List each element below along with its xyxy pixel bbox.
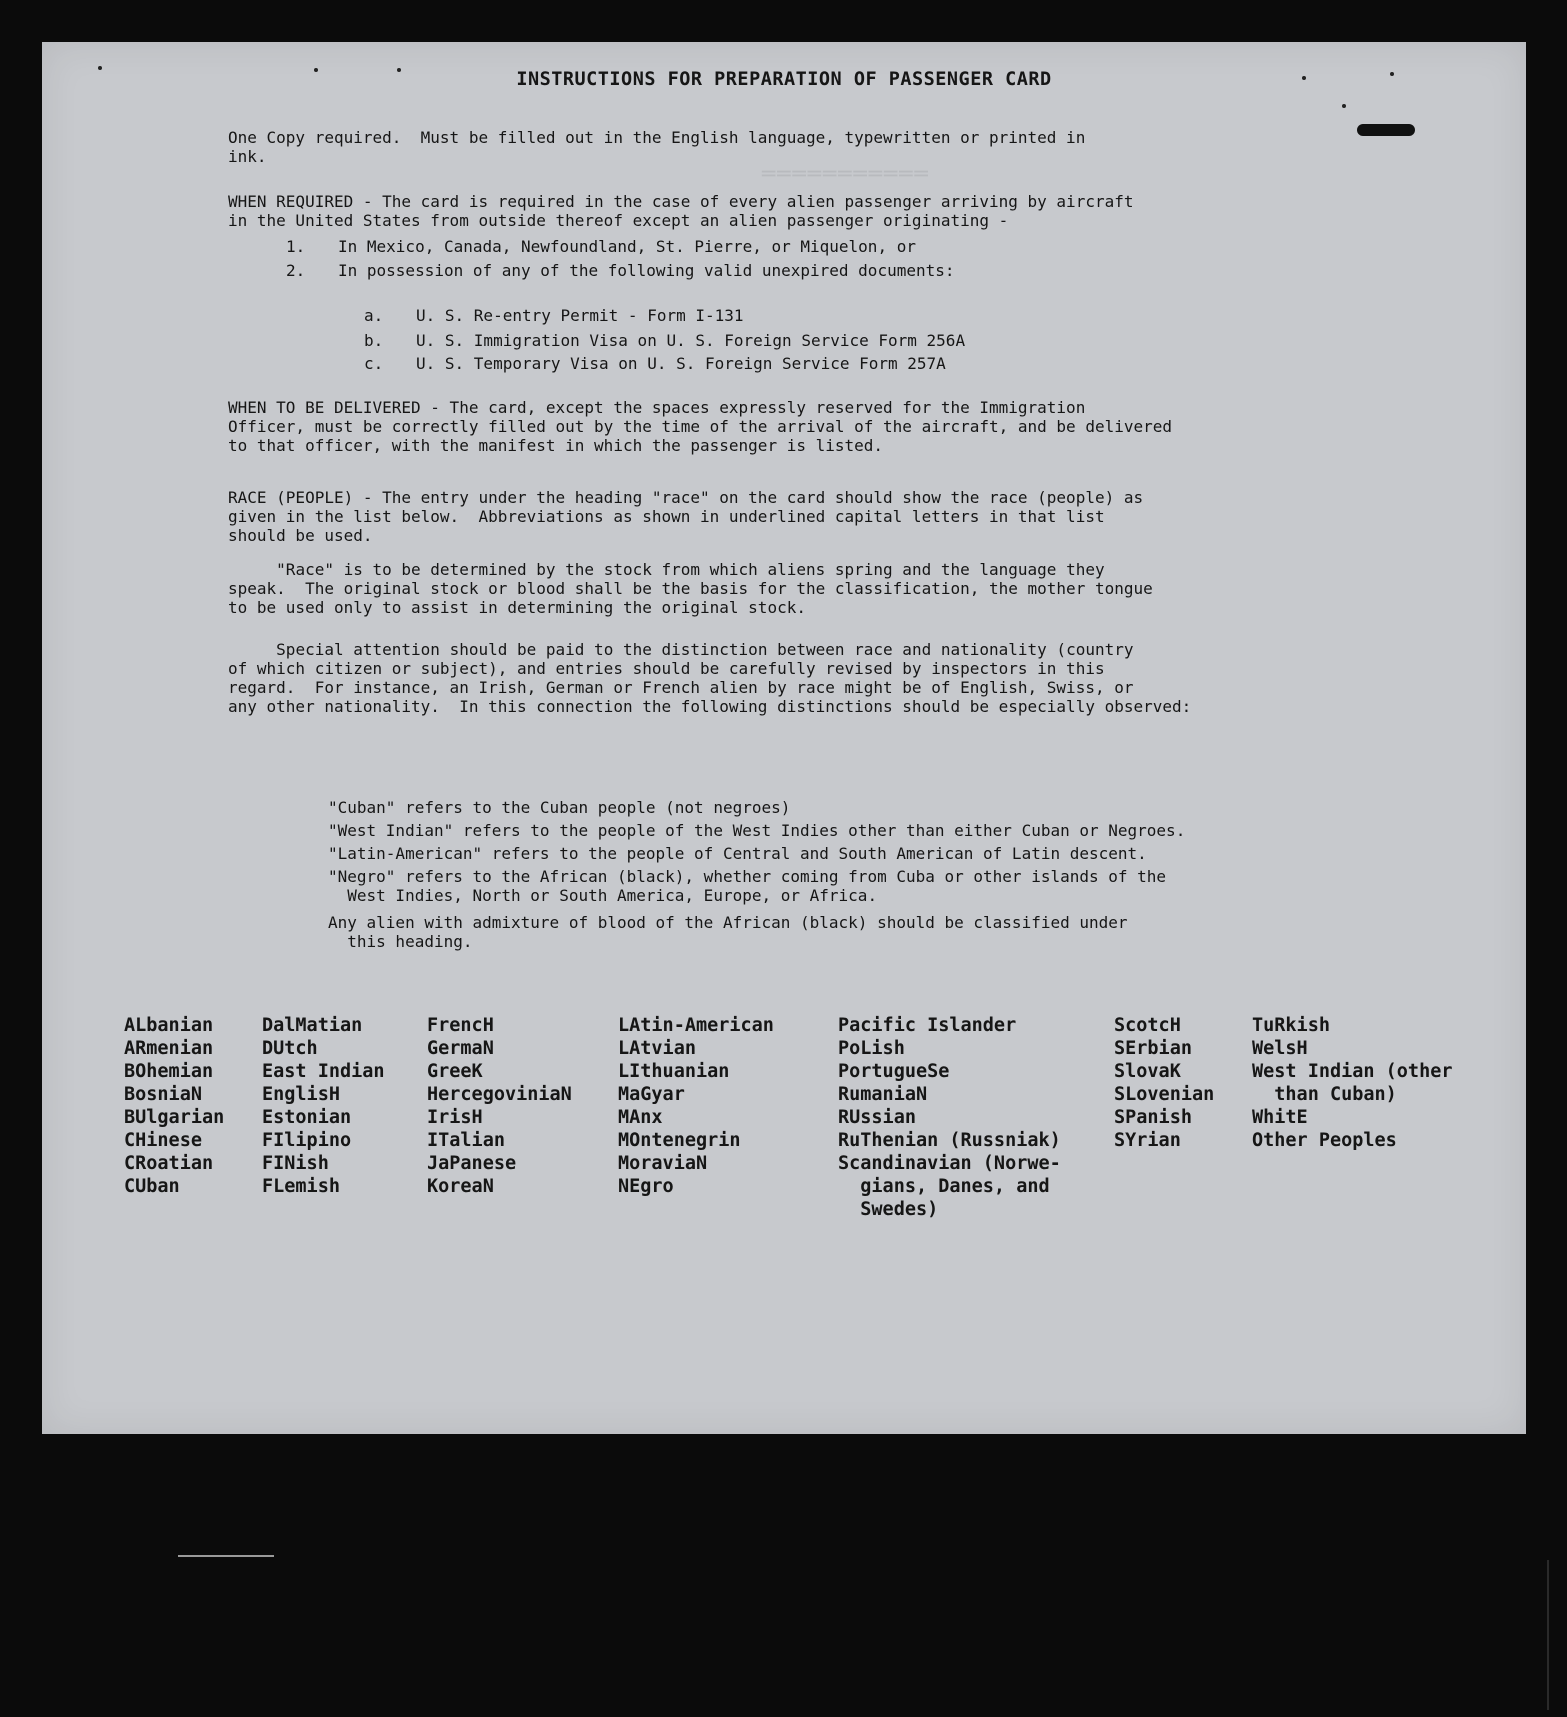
race-entry: than Cuban) <box>1252 1084 1397 1105</box>
race-entry: MoraviaN <box>618 1153 708 1174</box>
race-entry: SPanish <box>1114 1107 1192 1128</box>
race-entry: Swedes) <box>838 1199 939 1220</box>
race-entry: SLovenian <box>1114 1084 1215 1105</box>
race-entry: East Indian <box>262 1061 385 1082</box>
race-entry: LIthuanian <box>618 1061 730 1082</box>
document-item-text: U. S. Immigration Visa on U. S. Foreign Service Form 256A <box>416 331 966 350</box>
dust-speck <box>98 66 102 70</box>
race-column-3 <box>427 1014 572 1198</box>
race-entry: Other Peoples <box>1252 1130 1397 1151</box>
document-item-text: U. S. Temporary Visa on U. S. Foreign Service Form 257A <box>416 354 946 373</box>
race-column-2 <box>262 1014 385 1198</box>
race-entry: MOntenegrin <box>618 1130 741 1151</box>
race-entry: GermaN <box>427 1038 494 1059</box>
race-list <box>42 1014 1526 1254</box>
dust-speck <box>397 68 401 72</box>
document-item-letter: a. <box>364 306 384 325</box>
distinction-west-indian: "West Indian" refers to the people of the West Indies other than either Cuban or Negroes. <box>328 821 1186 840</box>
race-entry: KoreaN <box>427 1176 494 1197</box>
dust-speck <box>1302 76 1306 80</box>
race-entry: CRoatian <box>124 1153 214 1174</box>
when-required-paragraph: WHEN REQUIRED - The card is required in the case of every alien passenger arriving by aircraft in the United States from outside thereof except an alien passenger originating - <box>228 192 1134 230</box>
race-entry: Scandinavian (Norwe- <box>838 1153 1061 1174</box>
document-item-b <box>364 331 965 350</box>
distinction-negro: "Negro" refers to the African (black), whether coming from Cuba or other islands of the West Indies, North or South America, Europe, or Africa. <box>328 867 1167 905</box>
race-entry: JaPanese <box>427 1153 517 1174</box>
dust-speck <box>1342 104 1346 108</box>
race-entry: HercegoviniaN <box>427 1084 572 1105</box>
race-column-5 <box>838 1014 1061 1221</box>
race-entry: gians, Danes, and <box>838 1176 1050 1197</box>
race-entry: West Indian (other <box>1252 1061 1453 1082</box>
race-entry: LAtvian <box>618 1038 696 1059</box>
race-entry: FIlipino <box>262 1130 352 1151</box>
race-entry: Estonian <box>262 1107 352 1128</box>
document-item-c <box>364 354 946 373</box>
dust-speck <box>314 68 318 72</box>
race-entry: RumaniaN <box>838 1084 928 1105</box>
race-entry: SlovaK <box>1114 1061 1181 1082</box>
document-item-letter: c. <box>364 354 384 373</box>
special-attention-paragraph: Special attention should be paid to the distinction between race and nationality (country of which citizen or subject), and entries should be carefully revised by inspectors in this regard. For instance, an Irish, German or French alien by race might be of English, Swiss, or any other nationality. In this connection the following distinctions should be especially observed: <box>228 640 1192 716</box>
distinction-cuban: "Cuban" refers to the Cuban people (not negroes) <box>328 798 791 817</box>
race-entry: EnglisH <box>262 1084 340 1105</box>
race-entry: TuRkish <box>1252 1015 1330 1036</box>
race-entry: IrisH <box>427 1107 483 1128</box>
origin-item-text: In possession of any of the following valid unexpired documents: <box>338 261 955 280</box>
origin-item-2 <box>286 261 955 280</box>
race-column-7 <box>1252 1014 1452 1152</box>
race-column-1 <box>124 1014 224 1198</box>
race-column-6 <box>1114 1014 1214 1152</box>
race-entry: NEgro <box>618 1176 674 1197</box>
origin-item-text: In Mexico, Canada, Newfoundland, St. Pierre, or Miquelon, or <box>338 237 916 256</box>
document-page <box>42 42 1526 1434</box>
bleed-through-text: ═══════════ <box>762 162 930 187</box>
race-entry: MAnx <box>618 1107 663 1128</box>
race-entry: PortugueSe <box>838 1061 950 1082</box>
origin-item-number: 1. <box>286 237 306 256</box>
race-entry: LAtin-American <box>618 1015 774 1036</box>
race-people-paragraph: RACE (PEOPLE) - The entry under the heading "race" on the card should show the race (people) as given in the list below. Abbreviations as shown in underlined capital letters in that list should be used. <box>228 488 1144 545</box>
race-entry: Pacific Islander <box>838 1015 1017 1036</box>
page-title: INSTRUCTIONS FOR PREPARATION OF PASSENGER CARD <box>516 69 1052 90</box>
origin-item-1 <box>286 237 916 256</box>
race-entry: ITalian <box>427 1130 505 1151</box>
race-entry: CHinese <box>124 1130 202 1151</box>
race-entry: WhitE <box>1252 1107 1308 1128</box>
race-entry: RUssian <box>838 1107 916 1128</box>
origin-item-number: 2. <box>286 261 306 280</box>
when-delivered-paragraph: WHEN TO BE DELIVERED - The card, except the spaces expressly reserved for the Immigration Officer, must be correctly filled out by the time of the arrival of the aircraft, and be delivered to that officer, with the manifest in which the passenger is listed. <box>228 398 1173 455</box>
race-entry: FLemish <box>262 1176 340 1197</box>
race-entry: PoLish <box>838 1038 905 1059</box>
race-entry: ALbanian <box>124 1015 214 1036</box>
race-column-4 <box>618 1014 774 1198</box>
race-entry: BosniaN <box>124 1084 202 1105</box>
race-entry: SYrian <box>1114 1130 1181 1151</box>
race-entry: FrencH <box>427 1015 494 1036</box>
race-determined-paragraph: "Race" is to be determined by the stock from which aliens spring and the language they speak. The original stock or blood shall be the basis for the classification, the mother tongue to be used only to assist in determining the original stock. <box>228 560 1153 617</box>
film-scratch <box>178 1555 274 1557</box>
race-entry: CUban <box>124 1176 180 1197</box>
document-item-letter: b. <box>364 331 384 350</box>
distinction-latin-american: "Latin-American" refers to the people of Central and South American of Latin descent. <box>328 844 1147 863</box>
race-entry: GreeK <box>427 1061 483 1082</box>
intro-paragraph: One Copy required. Must be filled out in the English language, typewritten or printed in ink. <box>228 128 1086 166</box>
document-item-text: U. S. Re-entry Permit - Form I-131 <box>416 306 744 325</box>
race-entry: ARmenian <box>124 1038 214 1059</box>
race-entry: WelsH <box>1252 1038 1308 1059</box>
race-entry: MaGyar <box>618 1084 685 1105</box>
race-entry: SErbian <box>1114 1038 1192 1059</box>
distinction-admixture: Any alien with admixture of blood of the African (black) should be classified under this heading. <box>328 913 1128 951</box>
document-item-a <box>364 306 744 325</box>
race-entry: BUlgarian <box>124 1107 225 1128</box>
race-entry: DalMatian <box>262 1015 363 1036</box>
race-entry: ScotcH <box>1114 1015 1181 1036</box>
race-entry: FINish <box>262 1153 329 1174</box>
dust-speck <box>1390 72 1394 76</box>
film-edge-line <box>1547 1560 1549 1710</box>
race-entry: BOhemian <box>124 1061 214 1082</box>
race-entry: RuThenian (Russniak) <box>838 1130 1061 1151</box>
race-entry: DUtch <box>262 1038 318 1059</box>
